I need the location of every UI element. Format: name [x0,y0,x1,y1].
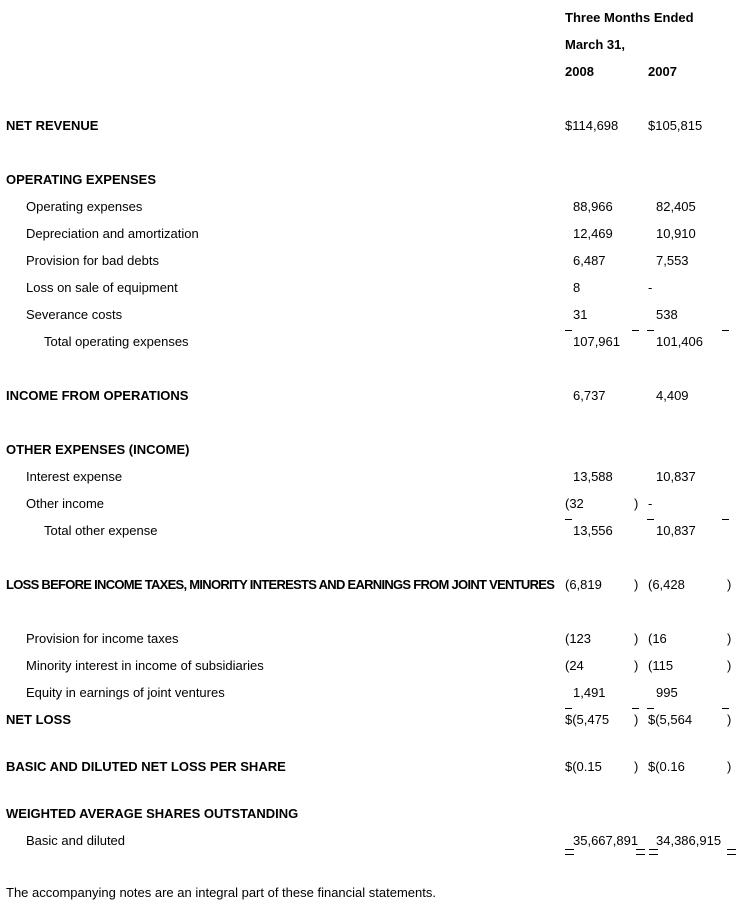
amount-2008: (24 [565,658,584,673]
double-underline-mark [727,849,736,855]
table-row [0,463,749,490]
amount-2007: 7,553 [656,253,689,268]
spacer-row [0,85,749,112]
table-row [0,328,749,355]
table-row [0,625,749,652]
amount-2008: 35,667,891 [573,833,639,848]
amount-2007: $(0.16 [648,759,685,774]
amount-2008: (123 [565,631,592,646]
row-label: Provision for income taxes [26,631,179,646]
amount-2008: 8 [573,280,581,295]
table-row [0,753,749,780]
close-paren-2007: ) [727,577,732,592]
total-rule-mark [722,519,729,520]
row-label: Equity in earnings of joint ventures [26,685,225,700]
double-underline-mark [649,849,658,855]
total-rule-mark [647,519,654,520]
row-label: OPERATING EXPENSES [6,172,157,187]
header-row-period [0,4,749,31]
amount-2007: 10,837 [656,469,696,484]
total-rule-mark [647,708,654,709]
table-row [0,166,749,193]
table-row [0,382,749,409]
close-paren-2008: ) [634,577,639,592]
amount-2008: 107,961 [573,334,620,349]
amount-2007: 82,405 [656,199,696,214]
row-label: Total operating expenses [44,334,189,349]
column-year-2007: 2007 [648,64,677,79]
close-paren-2007: ) [727,712,732,727]
table-row [0,436,749,463]
amount-2008: 13,588 [573,469,613,484]
row-label: INCOME FROM OPERATIONS [6,388,189,403]
total-rule-mark [565,330,572,331]
amount-2007: (16 [648,631,667,646]
amount-2008: $114,698 [565,118,619,133]
amount-2008: $(5,475 [565,712,610,727]
amount-2008: 88,966 [573,199,613,214]
column-year-2008: 2008 [565,64,594,79]
amount-2008: 6,737 [573,388,606,403]
total-rule-mark [632,708,639,709]
row-label: Operating expenses [26,199,143,214]
amount-2007: 538 [656,307,678,322]
amount-2007: (6,428 [648,577,685,592]
amount-2007: 10,837 [656,523,696,538]
amount-2007: $105,815 [648,118,703,133]
spacer-row [0,544,749,571]
table-row [0,490,749,517]
row-label: Total other expense [44,523,158,538]
amount-2008: $(0.15 [565,759,602,774]
amount-2007: 101,406 [656,334,703,349]
amount-2008: 31 [573,307,588,322]
spacer-row [0,355,749,382]
amount-2008: 12,469 [573,226,613,241]
row-label: NET LOSS [6,712,72,727]
spacer-row [0,780,749,800]
period-label: Three Months Ended [565,10,694,25]
double-underline-mark [636,849,645,855]
close-paren-2007: ) [727,658,732,673]
row-label: NET REVENUE [6,118,99,133]
amount-2007: 10,910 [656,226,696,241]
row-label: Interest expense [26,469,123,484]
spacer-row [0,733,749,753]
amount-2007: 995 [656,685,678,700]
row-label: Depreciation and amortization [26,226,199,241]
table-row [0,274,749,301]
close-paren-2008: ) [634,759,639,774]
row-label: OTHER EXPENSES (INCOME) [6,442,190,457]
spacer-row [0,598,749,625]
table-row [0,112,749,139]
table-row [0,517,749,544]
amount-2007: - [648,496,653,511]
total-rule-mark [647,330,654,331]
period-date: March 31, [565,37,625,52]
total-rule-mark [722,708,729,709]
total-rule-mark [632,330,639,331]
header-row-years [0,58,749,85]
close-paren-2007: ) [727,759,732,774]
row-label: Severance costs [26,307,123,322]
total-rule-mark [565,519,572,520]
table-row [0,220,749,247]
header-row-date [0,31,749,58]
total-rule-mark [722,330,729,331]
footer [0,879,749,899]
row-label: LOSS BEFORE INCOME TAXES, MINORITY INTERESTS AND EARNINGS FROM JOINT VENTURES [6,577,555,592]
amount-2007: 4,409 [656,388,689,403]
row-label: Minority interest in income of subsidiaries [26,658,264,673]
amount-2007: - [648,280,653,295]
amount-2007: (115 [648,658,674,673]
amount-2007: 34,386,915 [656,833,722,848]
close-paren-2008: ) [634,631,639,646]
table-row [0,193,749,220]
close-paren-2008: ) [634,496,639,511]
double-underline-row [0,847,749,861]
row-label: Other income [26,496,105,511]
amount-2008: 1,491 [573,685,606,700]
amount-2008: 6,487 [573,253,606,268]
amount-2007: $(5,564 [648,712,693,727]
table-row [0,301,749,328]
amount-2008: (6,819 [565,577,602,592]
double-underline-mark [565,849,574,855]
spacer-row [0,139,749,166]
table-row [0,827,749,847]
total-rule-mark [565,708,572,709]
row-label: Provision for bad debts [26,253,159,268]
table-row [0,652,749,679]
statement-rows [0,112,749,861]
close-paren-2008: ) [634,658,639,673]
footer-note: The accompanying notes are an integral part of these financial statements. [6,885,436,900]
amount-2008: (32 [565,496,584,511]
amount-2008: 13,556 [573,523,613,538]
table-row [0,800,749,827]
spacer-row [0,409,749,436]
row-label: BASIC AND DILUTED NET LOSS PER SHARE [6,759,286,774]
close-paren-2007: ) [727,631,732,646]
close-paren-2008: ) [634,712,639,727]
row-label: Basic and diluted [26,833,126,848]
table-row [0,706,749,733]
row-label: Loss on sale of equipment [26,280,178,295]
table-row [0,679,749,706]
table-row [0,571,749,598]
table-row [0,247,749,274]
row-label: WEIGHTED AVERAGE SHARES OUTSTANDING [6,806,299,821]
